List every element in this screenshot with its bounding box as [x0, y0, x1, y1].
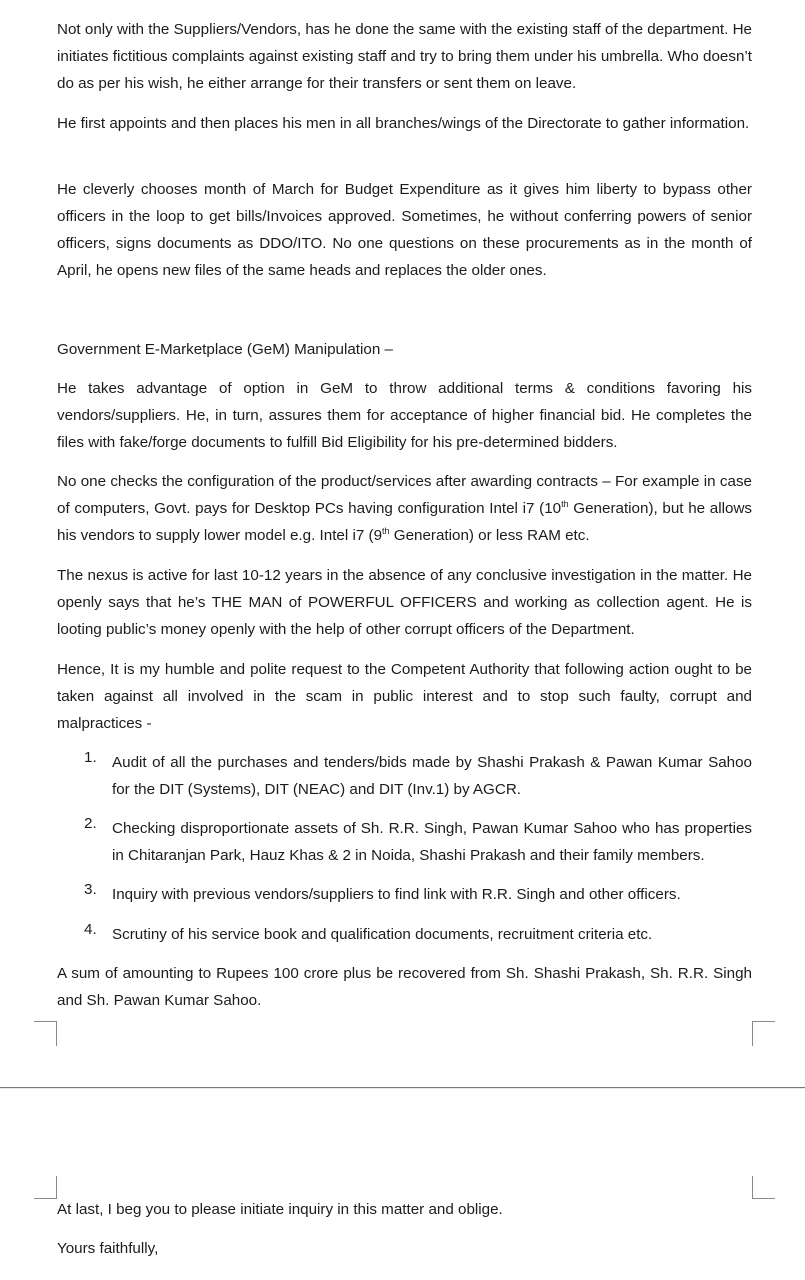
- list-item: [57, 921, 752, 948]
- section-heading-gem: Government E-Marketplace (GeM) Manipulation –: [57, 341, 393, 358]
- margin-corner-mark: [752, 1021, 775, 1046]
- configuration-text-b: Generation), but he allows his vendors to supply lower model e.g. Intel i7 (9: [57, 500, 753, 544]
- superscript-th: th: [382, 525, 390, 536]
- list-text: Checking disproportionate assets of Sh. R.R. Singh, Pawan Kumar Sahoo who has properties in Chitaranjan Park, Hauz Khas & 2 in Noida, Shashi Prakash and their family members.: [112, 820, 752, 864]
- list-item: [57, 881, 752, 908]
- paragraph-request: Hence, It is my humble and polite request to the Competent Authority that following action ought to be taken against all involved in the scam in public interest and to stop such faulty, corrupt and malpractices -: [57, 661, 752, 732]
- page-gap: [0, 1088, 805, 1089]
- paragraph-configuration: [57, 468, 752, 549]
- paragraph-nexus: The nexus is active for last 10-12 years in the absence of any conclusive investigation in the matter. He openly says that he’s THE MAN of POWERFUL OFFICERS and working as collection agent. He is looting public’s money openly with the help of other corrupt officers of the Department.: [57, 567, 752, 638]
- paragraph-staff: Not only with the Suppliers/Vendors, has he done the same with the existing staff of the department. He initiates fictitious complaints against existing staff and try to bring them under his umbrella. Who doesn’t do as per his wish, he either arrange for their transfers or sent them on leave.: [57, 21, 752, 92]
- list-text: Scrutiny of his service book and qualification documents, recruitment criteria etc.: [112, 926, 653, 943]
- paragraph-appoints: He first appoints and then places his men in all branches/wings of the Directorate to gather information.: [57, 115, 750, 132]
- list-item: [57, 815, 752, 869]
- paragraph-march-budget: He cleverly chooses month of March for Budget Expenditure as it gives him liberty to bypass other officers in the loop to get bills/Invoices approved. Sometimes, he without conferring powers of senior officers, signs documents as DDO/ITO. No one questions on these procurements as in the month of April, he opens new files of the same heads and replaces the older ones.: [57, 181, 752, 279]
- paragraph-recovery: A sum of amounting to Rupees 100 crore plus be recovered from Sh. Shashi Prakash, Sh. R.R. Singh and Sh. Pawan Kumar Sahoo.: [57, 965, 752, 1009]
- margin-corner-mark: [752, 1176, 775, 1199]
- list-text: Inquiry with previous vendors/suppliers to find link with R.R. Singh and other officers.: [112, 886, 681, 903]
- margin-corner-mark: [34, 1176, 57, 1199]
- list-number: 1.: [84, 749, 97, 766]
- margin-corner-mark: [34, 1021, 57, 1046]
- configuration-text-c: Generation) or less RAM etc.: [389, 527, 590, 544]
- paragraph-closing-request: At last, I beg you to please initiate inquiry in this matter and oblige.: [57, 1201, 503, 1218]
- paragraph-gem-terms: He takes advantage of option in GeM to throw additional terms & conditions favoring his vendors/suppliers. He, in turn, assures them for acceptance of higher financial bid. He completes the files with fake/forge documents to fulfill Bid Eligibility for his pre-determined bidders.: [57, 380, 752, 451]
- list-number: 3.: [84, 881, 97, 898]
- configuration-lead: No one checks the configuration of the product/services after awarding contracts: [57, 473, 598, 490]
- closing-salutation: Yours faithfully,: [57, 1240, 159, 1257]
- list-text: Audit of all the purchases and tenders/bids made by Shashi Prakash & Pawan Kumar Sahoo for the DIT (Systems), DIT (NEAC) and DIT (Inv.1) by AGCR.: [112, 754, 752, 798]
- configuration-text-a: – For example in case of computers, Govt. pays for Desktop PCs having configuration Intel i7 (10: [57, 473, 752, 517]
- list-number: 2.: [84, 815, 97, 832]
- list-number: 4.: [84, 921, 97, 938]
- list-item: [57, 749, 752, 803]
- superscript-th: th: [561, 498, 569, 509]
